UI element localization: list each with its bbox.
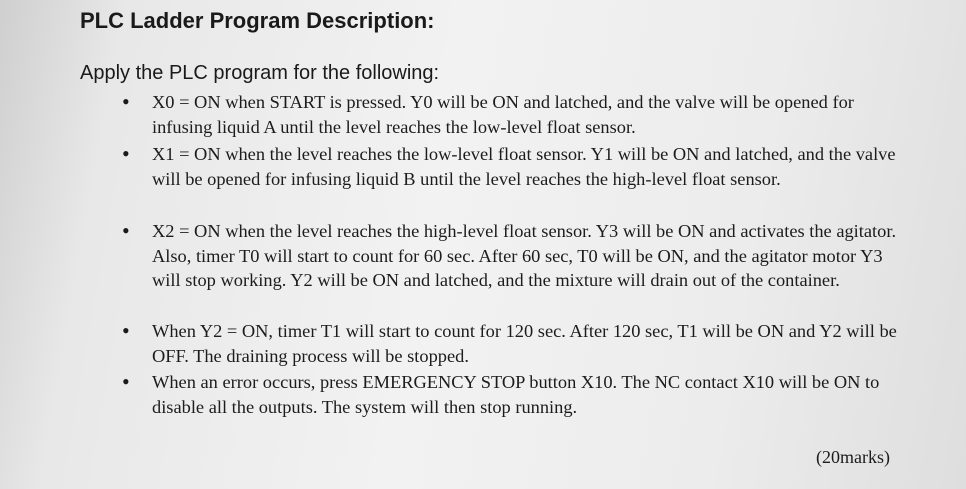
list-item-text: X2 = ON when the level reaches the high-level float sensor. Y3 will be ON and activates the agitator. Also, timer T0 will start to count for 60 sec. After 60 sec, T0 will be ON, and the agitator motor Y3 will stop working. Y2 will be ON and latched, and the mixture will drain out of the container.: [152, 221, 897, 290]
marks-label: (20marks): [816, 447, 890, 467]
bullet-icon: •: [122, 141, 130, 166]
list-item-text: X1 = ON when the level reaches the low-level float sensor. Y1 will be ON and latched, and the valve will be opened for infusing liquid B until the level reaches the high-level float sensor.: [152, 144, 896, 189]
bullet-icon: •: [122, 369, 130, 394]
bullet-icon: •: [122, 318, 130, 343]
list-item-text: When an error occurs, press EMERGENCY STOP button X10. The NC contact X10 will be ON to disable all the outputs. The system will then stop running.: [152, 372, 880, 417]
list-item-text: When Y2 = ON, timer T1 will start to count for 120 sec. After 120 sec, T1 will be ON and Y2 will be OFF. The draining process will be stopped.: [152, 321, 897, 366]
bullet-icon: •: [122, 89, 130, 114]
document-heading: PLC Ladder Program Description:: [80, 8, 435, 33]
intro-text: Apply the PLC program for the following:: [80, 62, 440, 84]
list-item-text: X0 = ON when START is pressed. Y0 will be ON and latched, and the valve will be opened for infusing liquid A until the level reaches the low-level float sensor.: [152, 92, 854, 137]
bullet-icon: •: [122, 218, 130, 243]
